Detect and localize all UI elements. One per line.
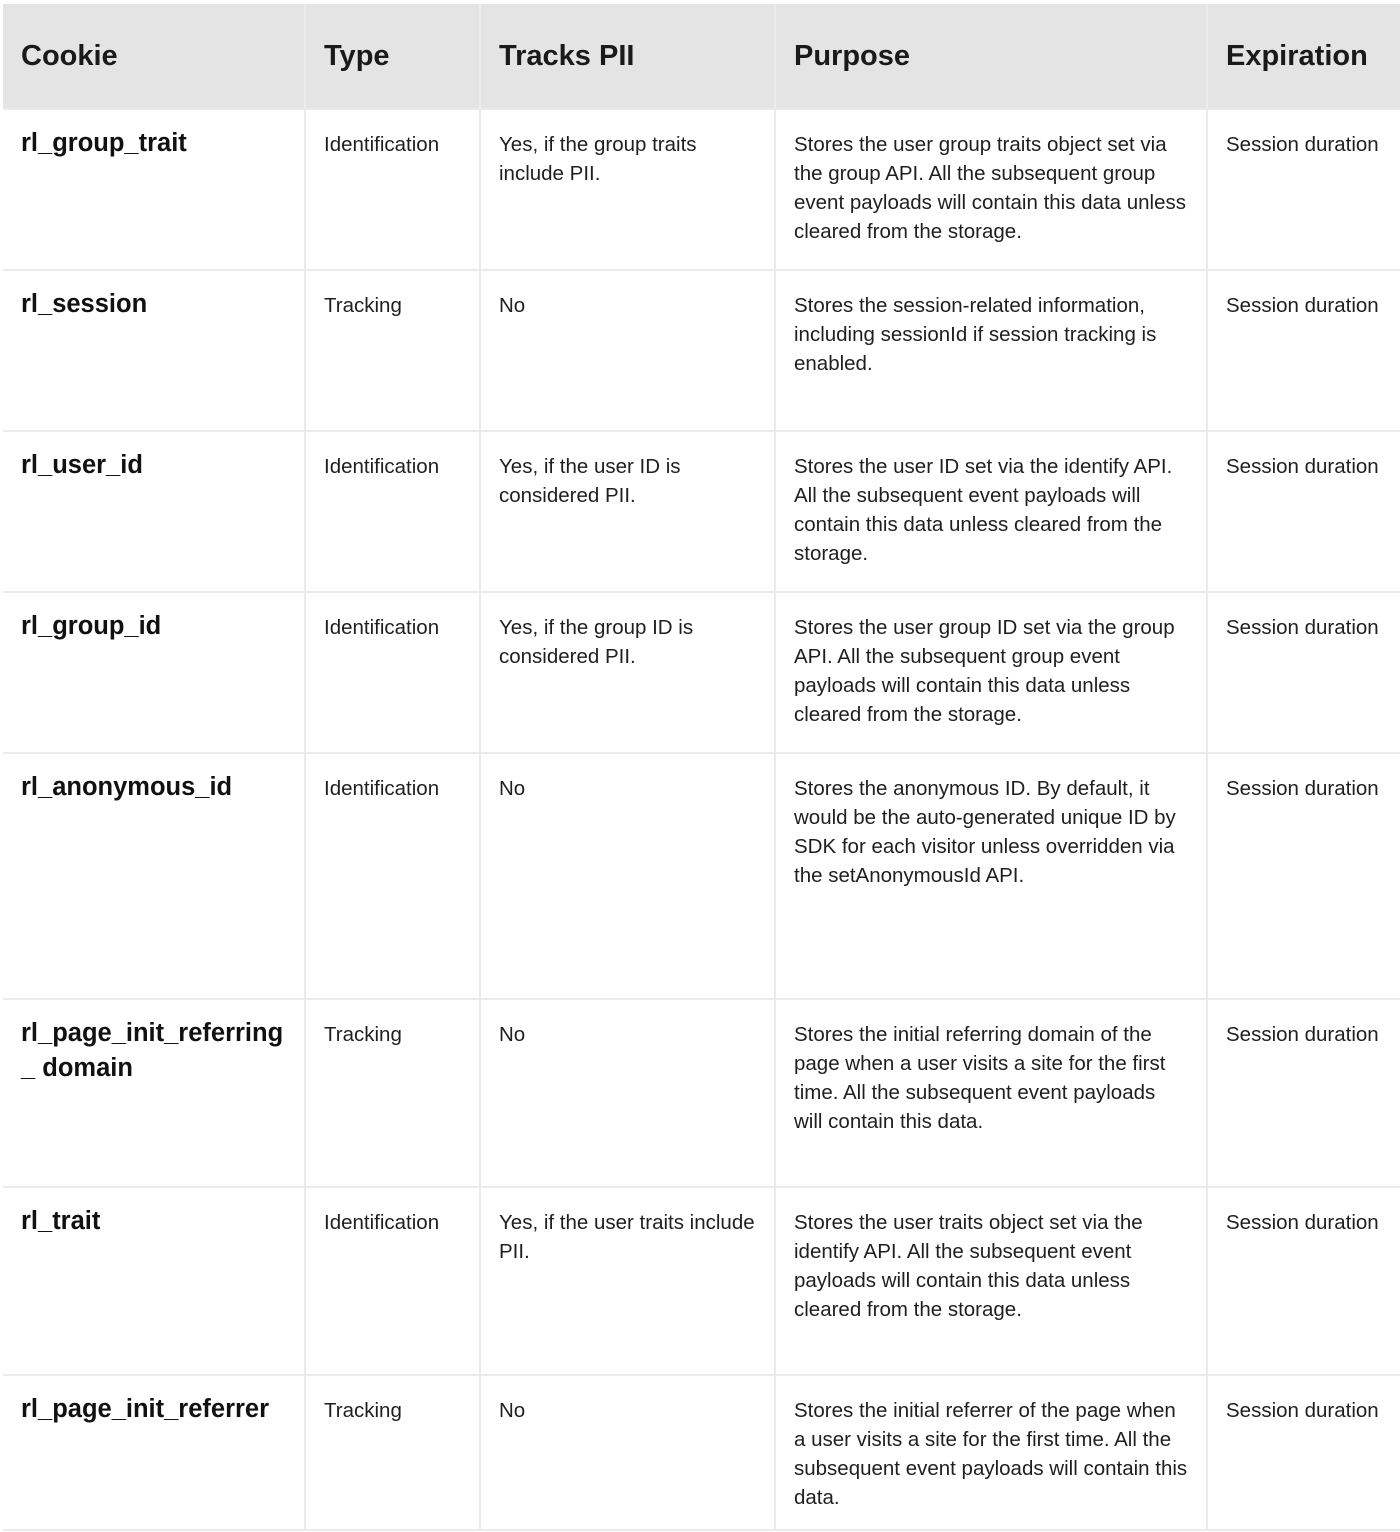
type-cell: Identification <box>305 431 480 592</box>
table-row <box>3 592 1400 753</box>
table-body <box>3 109 1400 1530</box>
type-cell: Tracking <box>305 999 480 1187</box>
tracks-pii-cell: No <box>480 753 775 999</box>
type-cell: Identification <box>305 1187 480 1375</box>
expiration-cell: Session duration <box>1207 753 1400 999</box>
purpose-cell: Stores the user ID set via the identify API. All the subsequent event payloads will contain this data unless cleared from the storage. <box>775 431 1207 592</box>
column-header-type: Type <box>305 4 480 109</box>
purpose-cell: Stores the user group ID set via the group API. All the subsequent group event payloads will contain this data unless cleared from the storage. <box>775 592 1207 753</box>
expiration-cell: Session duration <box>1207 592 1400 753</box>
cookie-name-cell: rl_trait <box>3 1187 305 1375</box>
table-header <box>3 4 1400 109</box>
table-row <box>3 431 1400 592</box>
type-cell: Identification <box>305 753 480 999</box>
cookie-table <box>3 4 1400 1531</box>
purpose-cell: Stores the user group traits object set via the group API. All the subsequent group event payloads will contain this data unless cleared from the storage. <box>775 109 1207 270</box>
expiration-cell: Session duration <box>1207 109 1400 270</box>
type-cell: Tracking <box>305 270 480 431</box>
purpose-cell: Stores the user traits object set via the identify API. All the subsequent event payloads will contain this data unless cleared from the storage. <box>775 1187 1207 1375</box>
column-header-cookie: Cookie <box>3 4 305 109</box>
cookie-name-cell: rl_page_init_referrer <box>3 1375 305 1530</box>
type-cell: Tracking <box>305 1375 480 1530</box>
table-row <box>3 1375 1400 1530</box>
cookie-name-cell: rl_session <box>3 270 305 431</box>
tracks-pii-cell: No <box>480 270 775 431</box>
column-header-tracks-pii: Tracks PII <box>480 4 775 109</box>
purpose-cell: Stores the anonymous ID. By default, it would be the auto-generated unique ID by SDK for each visitor unless overridden via the setAnonymousId API. <box>775 753 1207 999</box>
tracks-pii-cell: Yes, if the group ID is considered PII. <box>480 592 775 753</box>
type-cell: Identification <box>305 592 480 753</box>
purpose-cell: Stores the initial referrer of the page when a user visits a site for the first time. All the subsequent event payloads will contain this data. <box>775 1375 1207 1530</box>
table-row <box>3 270 1400 431</box>
purpose-cell: Stores the initial referring domain of the page when a user visits a site for the first time. All the subsequent event payloads will contain this data. <box>775 999 1207 1187</box>
tracks-pii-cell: No <box>480 999 775 1187</box>
expiration-cell: Session duration <box>1207 1375 1400 1530</box>
expiration-cell: Session duration <box>1207 999 1400 1187</box>
cookie-name-cell: rl_page_init_referring_ domain <box>3 999 305 1187</box>
table-row <box>3 109 1400 270</box>
tracks-pii-cell: Yes, if the group traits include PII. <box>480 109 775 270</box>
cookie-name-cell: rl_group_trait <box>3 109 305 270</box>
cookie-name-cell: rl_anonymous_id <box>3 753 305 999</box>
column-header-expiration: Expiration <box>1207 4 1400 109</box>
expiration-cell: Session duration <box>1207 270 1400 431</box>
type-cell: Identification <box>305 109 480 270</box>
column-header-purpose: Purpose <box>775 4 1207 109</box>
expiration-cell: Session duration <box>1207 431 1400 592</box>
cookie-name-cell: rl_group_id <box>3 592 305 753</box>
tracks-pii-cell: Yes, if the user traits include PII. <box>480 1187 775 1375</box>
cookie-name-cell: rl_user_id <box>3 431 305 592</box>
table-row <box>3 753 1400 999</box>
header-row <box>3 4 1400 109</box>
table-row <box>3 999 1400 1187</box>
tracks-pii-cell: Yes, if the user ID is considered PII. <box>480 431 775 592</box>
table-row <box>3 1187 1400 1375</box>
tracks-pii-cell: No <box>480 1375 775 1530</box>
purpose-cell: Stores the session-related information, including sessionId if session tracking is enabled. <box>775 270 1207 431</box>
expiration-cell: Session duration <box>1207 1187 1400 1375</box>
